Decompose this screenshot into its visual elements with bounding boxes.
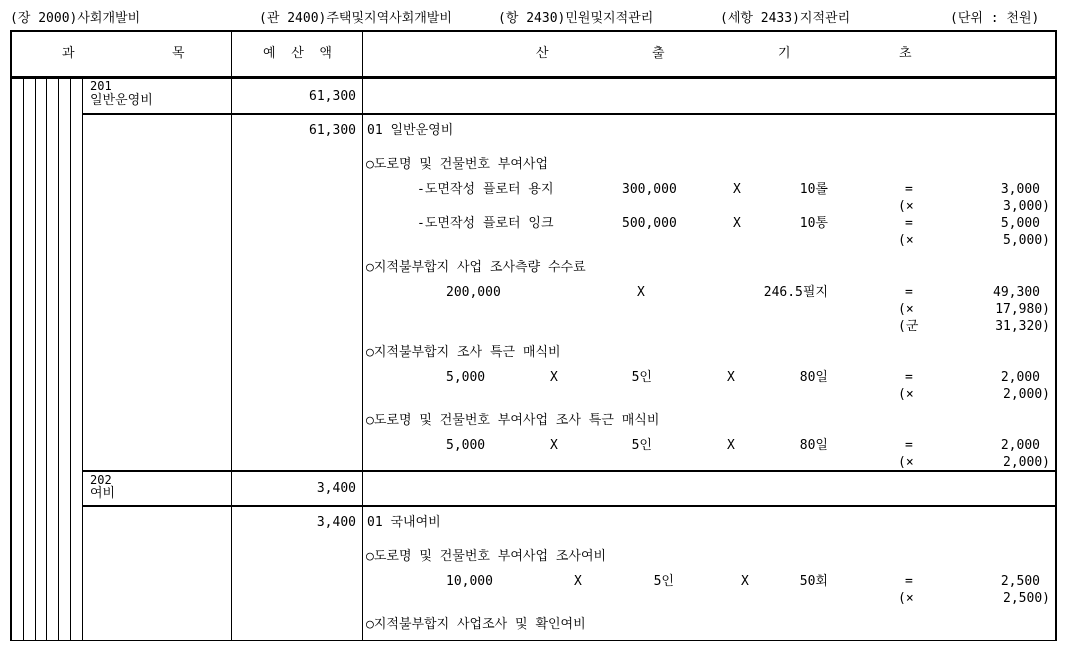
line-desc: -도면작성 플로터 용지 [417, 182, 554, 197]
line-desc: -도면작성 플로터 잉크 [417, 216, 554, 231]
line-op: X [637, 285, 645, 300]
item-title: ○도로명 및 건물번호 부여사업 조사여비 [366, 549, 607, 564]
line-paren-result: 2,000) [1003, 455, 1050, 470]
line-op: X [727, 438, 735, 453]
line-paren-result: 5,000) [1003, 233, 1050, 248]
line-v1: 10,000 [446, 574, 493, 589]
line-v2: 10통 [799, 216, 828, 231]
gwa-col-line [46, 78, 47, 641]
header-bottom-border [10, 76, 1056, 79]
line-v1: 5,000 [446, 370, 486, 385]
line-result: 49,300 [993, 285, 1040, 300]
column-header-calc-1: 산 [536, 46, 549, 61]
column-header-calc-2: 출 [652, 46, 665, 61]
column-header-budget: 예 산 액 [263, 46, 332, 61]
line-v2: 5인 [631, 438, 652, 453]
line-op: X [733, 182, 741, 197]
line-eq: = [905, 370, 913, 385]
line-paren-result: 2,500) [1003, 591, 1050, 606]
line-v2: 5인 [631, 370, 652, 385]
line-paren: (군 [898, 319, 919, 334]
line-paren-result: 3,000) [1003, 199, 1050, 214]
sub-amount: 61,300 [309, 123, 356, 138]
gwa-col-line [70, 78, 71, 641]
section-code: 202 [90, 473, 112, 487]
gwan-label: (관 2400)주택및지역사회개발비 [259, 11, 452, 26]
line-eq: = [905, 438, 913, 453]
line-eq: = [905, 285, 913, 300]
column-header-gwa: 과 [62, 46, 75, 61]
line-result: 2,000 [1000, 438, 1040, 453]
item-title: ○지적불부합지 사업 조사측량 수수료 [366, 260, 586, 275]
section-name: 여비 [90, 486, 116, 501]
sub-title: 01 국내여비 [367, 515, 441, 530]
gwa-col-line [82, 78, 83, 641]
line-op: X [550, 370, 558, 385]
item-title: ○지적불부합지 사업조사 및 확인여비 [366, 617, 586, 632]
section-amount: 3,400 [316, 481, 356, 496]
line-eq: = [905, 574, 913, 589]
line-paren: (× [898, 233, 914, 248]
sehang-label: (세항 2433)지적관리 [720, 11, 851, 26]
table-top-border [10, 30, 1056, 32]
line-paren: (× [898, 387, 914, 402]
unit-label: (단위 : 천원) [950, 11, 1040, 26]
line-v2: 10롤 [799, 182, 828, 197]
line-op: X [550, 438, 558, 453]
line-result: 2,500 [1000, 574, 1040, 589]
line-paren: (× [898, 455, 914, 470]
budget-col-left [231, 30, 232, 641]
line-result: 2,000 [1000, 370, 1040, 385]
item-title: ○도로명 및 건물번호 부여사업 조사 특근 매식비 [366, 413, 660, 428]
line-eq: = [905, 216, 913, 231]
line-v1: 500,000 [622, 216, 677, 231]
sub-title: 01 일반운영비 [367, 123, 454, 138]
table-left-border [10, 30, 12, 641]
line-op: X [574, 574, 582, 589]
budget-col-right [362, 30, 363, 641]
item-title: ○지적불부합지 조사 특근 매식비 [366, 345, 561, 360]
row-border [82, 470, 1056, 472]
line-paren: (× [898, 302, 914, 317]
line-paren: (× [898, 199, 914, 214]
column-header-calc-3: 기 [778, 46, 791, 61]
line-paren-result: 31,320) [995, 319, 1050, 334]
line-v1: 300,000 [622, 182, 677, 197]
row-border [82, 505, 1056, 507]
table-right-border [1055, 30, 1057, 641]
row-border [82, 113, 1056, 115]
line-paren-result: 17,980) [995, 302, 1050, 317]
item-title: ○도로명 및 건물번호 부여사업 [366, 157, 549, 172]
line-op: X [733, 216, 741, 231]
line-eq: = [905, 182, 913, 197]
column-header-mok: 목 [172, 46, 185, 61]
line-v3: 80일 [799, 370, 828, 385]
hang-label: (항 2430)민원및지적관리 [498, 11, 654, 26]
line-v3: 80일 [799, 438, 828, 453]
line-v2: 246.5필지 [763, 285, 828, 300]
line-paren-result: 2,000) [1003, 387, 1050, 402]
gwa-col-line [35, 78, 36, 641]
section-amount: 61,300 [309, 89, 356, 104]
line-result: 5,000 [1000, 216, 1040, 231]
line-result: 3,000 [1000, 182, 1040, 197]
sub-amount: 3,400 [316, 515, 356, 530]
section-name: 일반운영비 [90, 93, 153, 108]
gwa-col-line [58, 78, 59, 641]
line-v2: 5인 [653, 574, 674, 589]
section-code: 201 [90, 79, 112, 93]
gwa-col-line [23, 78, 24, 641]
table-bottom-border [10, 640, 1056, 641]
line-op: X [727, 370, 735, 385]
line-v1: 5,000 [446, 438, 486, 453]
line-v3: 50회 [799, 574, 828, 589]
line-op: X [741, 574, 749, 589]
line-paren: (× [898, 591, 914, 606]
jang-label: (장 2000)사회개발비 [10, 11, 141, 26]
line-v1: 200,000 [446, 285, 501, 300]
column-header-calc-4: 초 [899, 46, 912, 61]
